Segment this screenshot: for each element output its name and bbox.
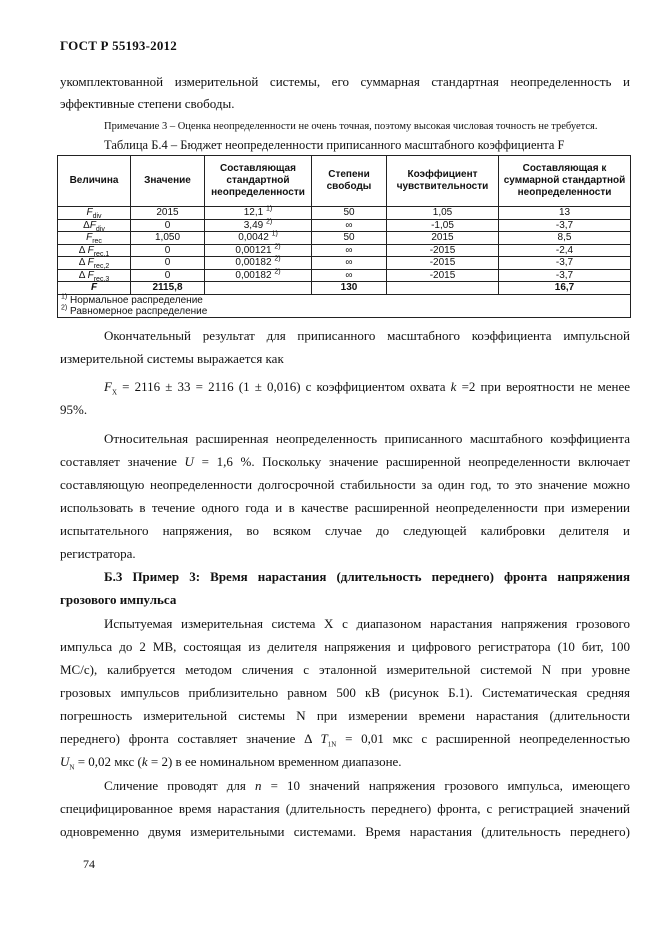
example3-line-7: $U_N = 0,02$ мкс (k = 2) в ее номинальном временном диапазоне. — [60, 754, 402, 772]
uncertainty-budget-table — [57, 155, 631, 318]
example3-line-3: МС/с), калибруется методом сличения с эталонной измерительной системой N при уровне — [60, 662, 630, 677]
cell-sensitivity: 2015 — [387, 232, 499, 245]
cell-std-uncertainty: 0,0042 $^{1)}$ — [205, 232, 312, 245]
intro-line-2: эффективные степени свободы. — [60, 96, 235, 111]
cell-contribution: 8,5 — [499, 232, 631, 245]
total-dof: 130 — [312, 282, 387, 295]
table-footnotes-row — [58, 294, 631, 317]
note-3: Примечание 3 – Оценка неопределенности не очень точная, поэтому высокая числовая точность не требуется. — [104, 121, 598, 132]
rel-uncert-line-2: составляет значение U = 1,6 %. Поскольку значение расширенной неопределенности включает — [60, 454, 630, 469]
cell-value: 1,050 — [131, 232, 205, 245]
cell-quantity: Δ $F_{rec,1}$ — [58, 244, 131, 257]
col-header-std-uncertainty: Составляющая стандартной неопределенности — [205, 156, 312, 207]
cell-contribution: 13 — [499, 207, 631, 220]
example3-line-4: грозовых импульсов приблизительно равном 500 кВ (рисунок Б.1). Систематическая средняя — [60, 685, 630, 700]
cell-contribution: -3,7 — [499, 219, 631, 232]
comparison-line-2: специфицированное время нарастания (длительность переднего) фронта, с регистрацией значений — [60, 801, 630, 816]
cell-value: 0 — [131, 269, 205, 282]
cell-value: 0 — [131, 244, 205, 257]
cell-sensitivity: -2015 — [387, 269, 499, 282]
cell-quantity: Δ $F_{rec,2}$ — [58, 257, 131, 270]
footnote-2: $^{2)}$ Равномерное распределение — [61, 304, 208, 317]
cell-quantity: $\Delta F_{div}$ — [58, 219, 131, 232]
page-number: 74 — [83, 857, 95, 871]
cell-dof: ∞ — [312, 219, 387, 232]
cell-dof: ∞ — [312, 257, 387, 270]
table-row — [58, 232, 631, 245]
table-header-row — [58, 156, 631, 207]
intro-line-1: укомплектованной измерительной системы, его суммарная стандартная неопределенность и — [60, 74, 630, 89]
footnote-1: $^{1)}$ Нормальное распределение — [61, 293, 203, 306]
table-footnotes — [58, 294, 631, 317]
rel-uncert-line-6: регистратора. — [60, 546, 136, 561]
cell-value: 0 — [131, 257, 205, 270]
section-heading-line-2: грозового импульса — [60, 592, 177, 607]
col-header-sensitivity: Коэффициент чувствительности — [387, 156, 499, 207]
rel-uncert-line-5: испытательного напряжения, во всяком случае до следующей калибровки делителя и — [60, 523, 630, 538]
example3-line-2: импульса до 2 МВ, состоящая из делителя напряжения и цифрового регистратора (10 бит, 100 — [60, 639, 630, 654]
total-contribution: 16,7 — [499, 282, 631, 295]
example3-line-1: Испытуемая измерительная система X с диапазоном нарастания напряжения грозового — [104, 616, 630, 631]
cell-sensitivity: -1,05 — [387, 219, 499, 232]
cell-contribution: -3,7 — [499, 269, 631, 282]
cell-contribution: -3,7 — [499, 257, 631, 270]
total-empty-c — [387, 282, 499, 295]
cell-sensitivity: 1,05 — [387, 207, 499, 220]
cell-quantity: $F_{rec}$ — [58, 232, 131, 245]
cell-std-uncertainty: 0,00182 $^{2)}$ — [205, 269, 312, 282]
col-header-value: Значение — [131, 156, 205, 207]
cell-std-uncertainty: 0,00182 $^{2)}$ — [205, 257, 312, 270]
rel-uncert-line-3: составляющую неопределенности долгосрочной стабильности за один год, то это значение можно — [60, 477, 630, 492]
result-line-1: Окончательный результат для приписанного масштабного коэффициента импульсной — [104, 328, 630, 343]
table-row — [58, 207, 631, 220]
cell-dof: 50 — [312, 232, 387, 245]
cell-dof: 50 — [312, 207, 387, 220]
result-formula-cont: 95%. — [60, 402, 88, 417]
section-heading-line-1: Б.3 Пример 3: Время нарастания (длительность переднего) фронта напряжения — [104, 569, 630, 584]
table-row — [58, 269, 631, 282]
cell-std-uncertainty: 0,00121 $^{2)}$ — [205, 244, 312, 257]
example3-line-5: погрешность измерительной системы N при измерении времени нарастания (длительности — [60, 708, 630, 723]
comparison-line-1: Сличение проводят для n = 10 значений напряжения грозового импульса, имеющего — [104, 778, 630, 793]
table-total-row — [58, 282, 631, 295]
table-caption: Таблица Б.4 – Бюджет неопределенности приписанного масштабного коэффициента F — [104, 138, 565, 152]
result-line-2: измерительной системы выражается как — [60, 351, 284, 366]
cell-quantity: Δ $F_{rec,3}$ — [58, 269, 131, 282]
cell-quantity: $F_{div}$ — [58, 207, 131, 220]
cell-std-uncertainty: 3,49 $^{2)}$ — [205, 219, 312, 232]
rel-uncert-line-4: использовать в течение одного года и в качестве расширенной неопределенности при измерении — [60, 500, 630, 515]
cell-sensitivity: -2015 — [387, 257, 499, 270]
comparison-line-3: одновременно двумя измерительными системами. Время нарастания (длительность переднего) — [60, 824, 630, 839]
total-value: 2115,8 — [131, 282, 205, 295]
col-header-quantity: Величина — [58, 156, 131, 207]
cell-value: 0 — [131, 219, 205, 232]
example3-line-6: переднего) фронта составляет значение Δ $T_{1N} = 0,01$ мкс с расширенной неопределенностью — [60, 731, 630, 749]
total-quantity: F — [58, 282, 131, 295]
total-empty-u — [205, 282, 312, 295]
cell-value: 2015 — [131, 207, 205, 220]
table-row — [58, 219, 631, 232]
cell-contribution: -2,4 — [499, 244, 631, 257]
table-row — [58, 244, 631, 257]
cell-dof: ∞ — [312, 244, 387, 257]
col-header-dof: Степени свободы — [312, 156, 387, 207]
cell-dof: ∞ — [312, 269, 387, 282]
cell-sensitivity: -2015 — [387, 244, 499, 257]
rel-uncert-line-1: Относительная расширенная неопределенность приписанного масштабного коэффициента — [104, 431, 630, 446]
result-formula: $F_X = 2116 \pm 33 = 2116$ (1 ± 0,016) с коэффициентом охвата k =2 при вероятности не менее — [104, 379, 630, 397]
col-header-contribution: Составляющая к суммарной стандартной неопределенности — [499, 156, 631, 207]
table-row — [58, 257, 631, 270]
cell-std-uncertainty: 12,1 $^{1)}$ — [205, 207, 312, 220]
document-header: ГОСТ Р 55193-2012 — [60, 38, 177, 53]
